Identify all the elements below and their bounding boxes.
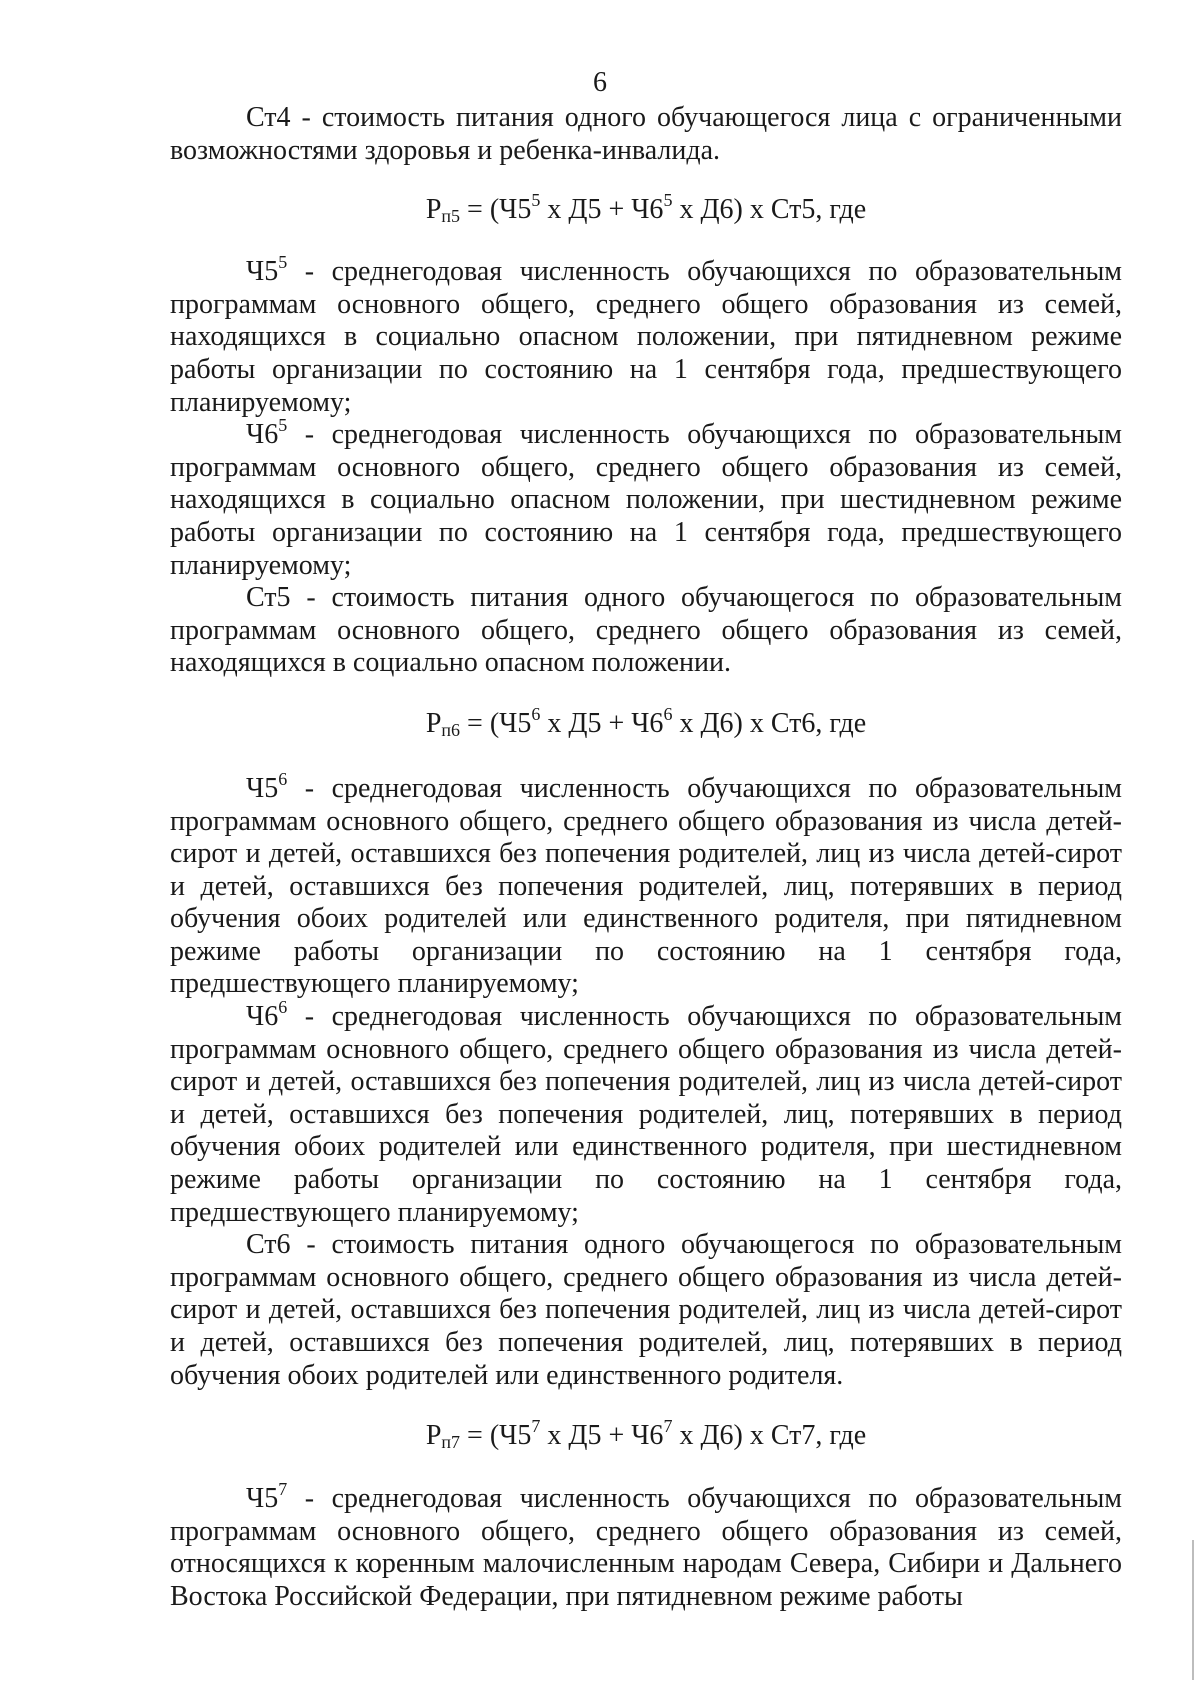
ch6-5-symbol: Ч6 bbox=[246, 419, 279, 451]
paragraph-ch5-5 bbox=[170, 252, 1122, 419]
document-body bbox=[170, 102, 1122, 1614]
formula-rp7-sup2: 7 bbox=[663, 1416, 673, 1437]
formula-rp7 bbox=[170, 1416, 1122, 1453]
paragraph-ct5: Ст5 - стоимость питания одного обучающегося по образовательным программам основного общего, среднего общего образования из семей, находящихся в социально опасном положении. bbox=[170, 582, 1122, 679]
ch6-6-symbol: Ч6 bbox=[246, 1001, 279, 1033]
formula-rp7-sup1: 7 bbox=[531, 1416, 541, 1437]
ch5-5-symbol: Ч5 bbox=[246, 256, 279, 288]
formula-rp7-part3: х Д6) х Ст7, где bbox=[672, 1420, 867, 1452]
ch5-7-symbol: Ч5 bbox=[246, 1483, 279, 1515]
formula-rp7-lhs: Р bbox=[425, 1420, 442, 1452]
paragraph-ct4: Ст4 - стоимость питания одного обучающегося лица с ограниченными возможностями здоровья и ребенка-инвалида. bbox=[170, 102, 1122, 166]
scan-edge-line bbox=[1192, 1540, 1194, 1680]
ch6-5-text: - среднегодовая численность обучающихся по образовательным программам основного общего, среднего общего образования из семей, находящихся в социально опасном положении, при шестидневном режиме работы организации по состоянию на 1 сентября года, предшествующего планируемому; bbox=[170, 419, 1122, 581]
formula-rp6-part1: = (Ч5 bbox=[460, 707, 532, 739]
page-number: 6 bbox=[593, 67, 607, 98]
formula-rp7-lhs-sub: п7 bbox=[441, 1432, 461, 1453]
formula-rp7-part1: = (Ч5 bbox=[460, 1420, 532, 1452]
paragraph-ct6: Ст6 - стоимость питания одного обучающегося по образовательным программам основного общего, среднего общего образования из числа детей-сирот и детей, оставшихся без попечения родителей, лиц из числа детей-сирот и детей, оставшихся без попечения родителей, лиц, потерявших в период обучения обоих родителей или единственного родителя. bbox=[170, 1229, 1122, 1391]
formula-rp6-sup1: 6 bbox=[531, 703, 541, 724]
formula-rp7-part2: х Д5 + Ч6 bbox=[540, 1420, 664, 1452]
paragraph-ch6-5 bbox=[170, 415, 1122, 582]
formula-rp5-part3: х Д6) х Ст5, где bbox=[672, 194, 867, 226]
formula-rp5-sup1: 5 bbox=[531, 190, 541, 211]
ch6-5-sup: 5 bbox=[278, 415, 288, 436]
formula-rp5-lhs: Р bbox=[425, 194, 442, 226]
ch5-7-text: - среднегодовая численность обучающихся по образовательным программам основного общего, среднего общего образования из семей, относящихся к коренным малочисленным народам Севера, Сибири и Дальнего Востока Российской Федерации, при пятидневном режиме работы bbox=[170, 1483, 1122, 1612]
formula-rp6-lhs: Р bbox=[425, 707, 442, 739]
formula-rp5-lhs-sub: п5 bbox=[441, 206, 461, 227]
ch6-6-text: - среднегодовая численность обучающихся по образовательным программам основного общего, среднего общего образования из числа детей-сирот и детей, оставшихся без попечения родителей, лиц из числа детей-сирот и детей, оставшихся без попечения родителей, лиц, потерявших в период обучения обоих родителей или единственного родителя, при шестидневном режиме работы организации по состоянию на 1 сентября года, предшествующего планируемому; bbox=[170, 1001, 1122, 1228]
ch5-6-text: - среднегодовая численность обучающихся по образовательным программам основного общего, среднего общего образования из числа детей-сирот и детей, оставшихся без попечения родителей, лиц из числа детей-сирот и детей, оставшихся без попечения родителей, лиц, потерявших в период обучения обоих родителей или единственного родителя, при пятидневном режиме работы организации по состоянию на 1 сентября года, предшествующего планируемому; bbox=[170, 772, 1122, 1000]
formula-rp5 bbox=[170, 190, 1122, 227]
paragraph-ch5-6 bbox=[170, 768, 1122, 1001]
ch5-7-sup: 7 bbox=[278, 1479, 288, 1500]
formula-rp6-part3: х Д6) х Ст6, где bbox=[672, 707, 867, 739]
paragraph-ch6-6 bbox=[170, 997, 1122, 1229]
formula-rp5-sup2: 5 bbox=[663, 190, 673, 211]
formula-rp5-part2: х Д5 + Ч6 bbox=[540, 194, 664, 226]
ch6-6-sup: 6 bbox=[278, 997, 288, 1018]
ch5-5-sup: 5 bbox=[278, 252, 288, 273]
ch5-6-symbol: Ч5 bbox=[246, 772, 279, 804]
formula-rp6-sup2: 6 bbox=[663, 703, 673, 724]
formula-rp6-lhs-sub: п6 bbox=[441, 719, 461, 740]
formula-rp5-part1: = (Ч5 bbox=[460, 194, 532, 226]
formula-rp6-part2: х Д5 + Ч6 bbox=[540, 707, 664, 739]
formula-rp6 bbox=[170, 703, 1122, 741]
ch5-5-text: - среднегодовая численность обучающихся по образовательным программам основного общего, среднего общего образования из семей, находящихся в социально опасном положении, при пятидневном режиме работы организации по состоянию на 1 сентября года, предшествующего планируемому; bbox=[170, 256, 1122, 418]
paragraph-ch5-7 bbox=[170, 1479, 1122, 1613]
ch5-6-sup: 6 bbox=[278, 768, 288, 789]
